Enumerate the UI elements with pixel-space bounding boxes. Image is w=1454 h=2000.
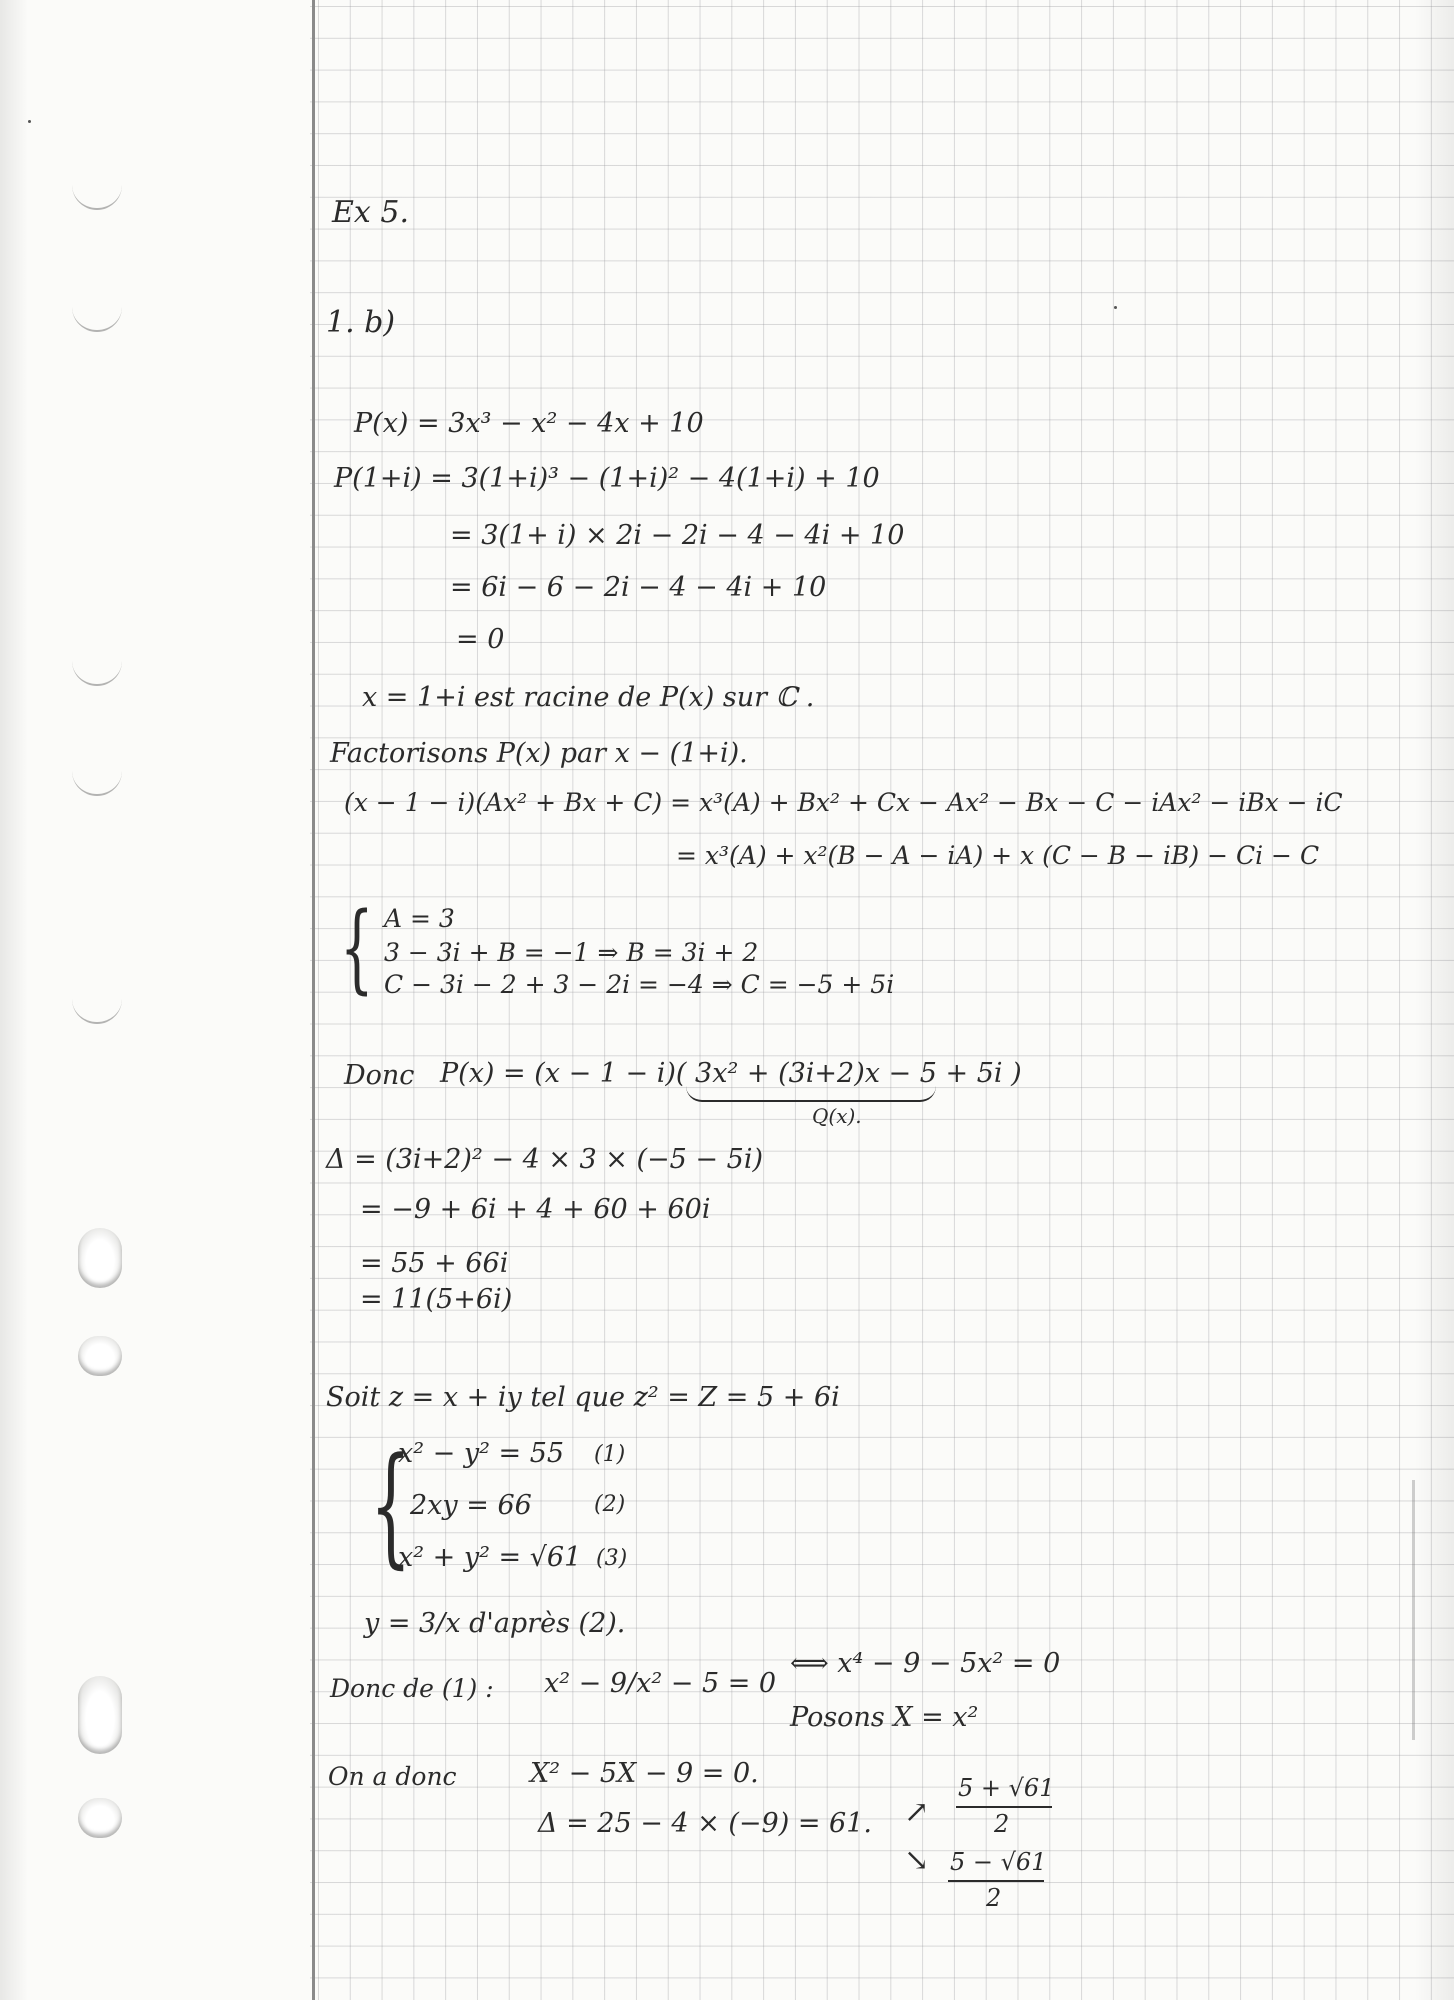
we-have-prefix: On a donc — [328, 1762, 457, 1791]
root-minus-numerator: 5 − √61 — [950, 1848, 1047, 1876]
system2-line-1: x² − y² = 55 — [398, 1438, 565, 1469]
substitution: Posons X = x² — [790, 1702, 979, 1733]
fraction-bar — [956, 1806, 1052, 1808]
arrow-up-right-icon: ↗ — [904, 1795, 930, 1830]
expansion-line-1: (x − 1 − i)(Ax² + Bx + C) = x³(A) + Bx² + Cx − Ax² − Bx − C − iAx² − iBx − iC — [344, 788, 1343, 817]
binder-hole — [78, 1676, 122, 1754]
question-label: 1. b) — [326, 305, 396, 340]
discriminant-line-4: = 11(5+6i) — [360, 1284, 513, 1315]
binder-hole — [78, 1798, 122, 1838]
scan-artifact — [1412, 1480, 1415, 1740]
discriminant-line-3: = 55 + 66i — [360, 1248, 509, 1279]
discriminant-line-2: = −9 + 6i + 4 + 60 + 60i — [360, 1194, 711, 1225]
paper-edge-shadow — [0, 0, 28, 2000]
let-z-statement: Soit z = x + iy tel que z² = Z = 5 + 6i — [326, 1382, 840, 1413]
paper-speck — [1114, 306, 1117, 309]
margin-rule — [312, 0, 315, 2000]
factored-form: P(x) = (x − 1 − i)( 3x² + (3i+2)x − 5 + 5i ) — [440, 1058, 1022, 1089]
arrow-down-right-icon: ↘ — [904, 1843, 930, 1878]
system2-tag-1: (1) — [594, 1442, 626, 1467]
system-brace: { — [370, 1429, 412, 1581]
evaluation-line-1: P(1+i) = 3(1+i)³ − (1+i)² − 4(1+i) + 10 — [334, 463, 880, 494]
q-label: Q(x). — [812, 1104, 862, 1128]
system2-tag-2: (2) — [594, 1492, 626, 1517]
paper-speck — [28, 120, 31, 123]
system-brace: { — [340, 892, 374, 1004]
discriminant-line-1: Δ = (3i+2)² − 4 × 3 × (−5 − 5i) — [326, 1144, 763, 1175]
paper-right-edge — [1414, 0, 1454, 2000]
root-plus-numerator: 5 + √61 — [958, 1774, 1055, 1802]
factored-prefix: Donc — [344, 1060, 415, 1091]
from-eq1-equation: x² − 9/x² − 5 = 0 — [544, 1668, 777, 1699]
system2-line-3: x² + y² = √61 — [398, 1542, 582, 1573]
root-minus-denominator: 2 — [986, 1884, 1002, 1912]
system1-line-3: C − 3i − 2 + 3 − 2i = −4 ⇒ C = −5 + 5i — [384, 970, 895, 999]
fraction-bar — [948, 1880, 1044, 1882]
from-eq1-prefix: Donc de (1) : — [330, 1674, 494, 1703]
expansion-line-2: = x³(A) + x²(B − A − iA) + x (C − B − iB) − Ci − C — [676, 841, 1320, 870]
factorisation-intro: Factorisons P(x) par x − (1+i). — [330, 738, 748, 769]
binder-hole — [78, 1336, 122, 1376]
evaluation-line-3: = 6i − 6 − 2i − 4 − 4i + 10 — [450, 572, 827, 603]
system1-line-2: 3 − 3i + B = −1 ⇒ B = 3i + 2 — [384, 938, 759, 967]
quadratic-equation: X² − 5X − 9 = 0. — [530, 1758, 759, 1789]
system2-line-2: 2xy = 66 — [410, 1490, 532, 1521]
root-statement: x = 1+i est racine de P(x) sur ℂ . — [362, 682, 815, 713]
evaluation-line-2: = 3(1+ i) × 2i − 2i − 4 − 4i + 10 — [450, 520, 905, 551]
equivalence-line: ⟺ x⁴ − 9 − 5x² = 0 — [790, 1648, 1061, 1679]
final-discriminant: Δ = 25 − 4 × (−9) = 61. — [538, 1808, 872, 1839]
exercise-title: Ex 5. — [332, 195, 409, 230]
system1-line-1: A = 3 — [384, 904, 455, 933]
underbrace — [686, 1086, 936, 1102]
polynomial-definition: P(x) = 3x³ − x² − 4x + 10 — [354, 408, 704, 439]
root-plus-denominator: 2 — [994, 1810, 1010, 1838]
binder-hole — [78, 1228, 122, 1288]
system2-tag-3: (3) — [596, 1546, 628, 1571]
left-margin — [0, 0, 310, 2000]
evaluation-line-4: = 0 — [456, 624, 505, 655]
y-expression: y = 3/x d'après (2). — [364, 1608, 626, 1639]
